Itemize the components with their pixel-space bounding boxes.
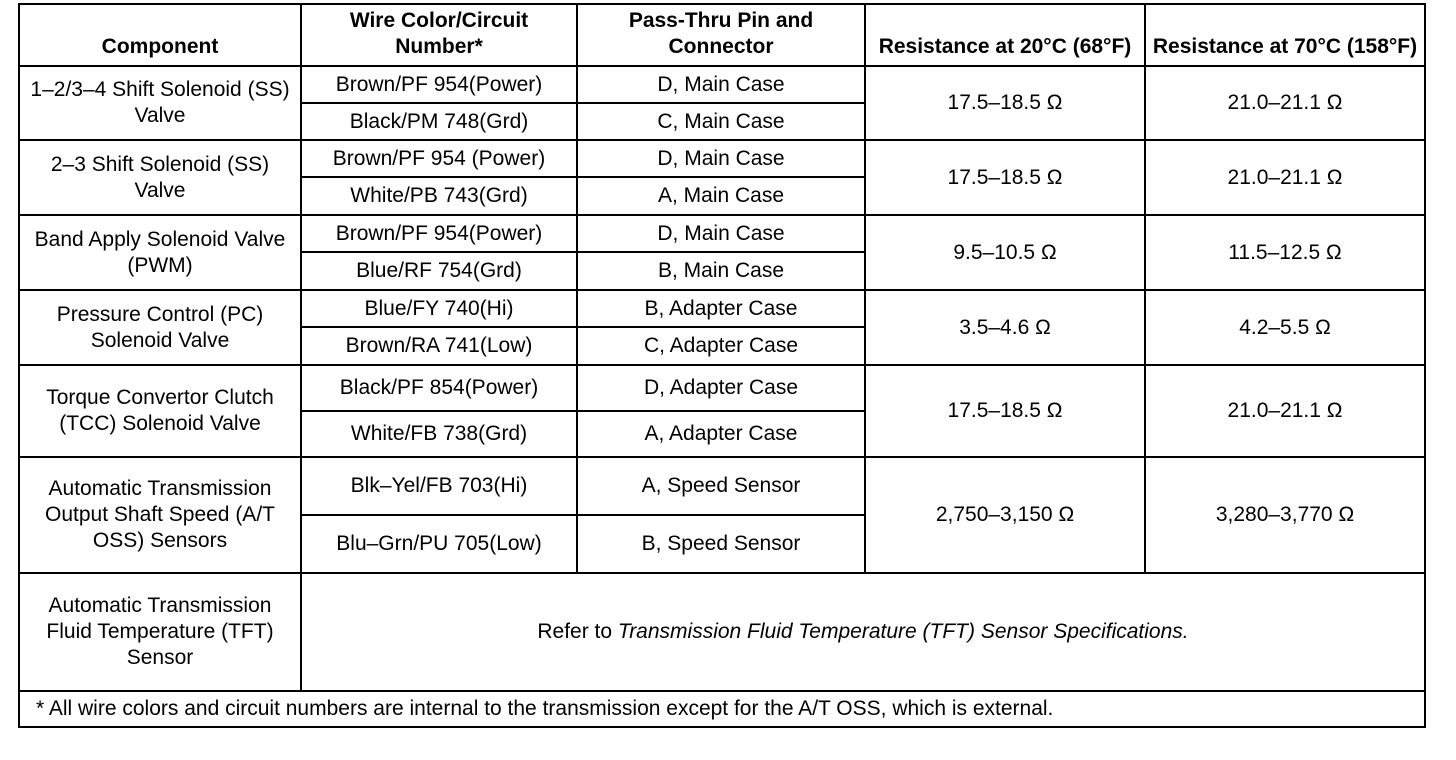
resistance-70c-cell: 11.5–12.5 Ω [1145,215,1425,290]
wire-cell: Brown/PF 954(Power) [301,66,577,103]
header-component: Component [19,4,301,66]
component-cell: Torque Convertor Clutch (TCC) Solenoid Valve [19,365,301,457]
table-row [19,457,1425,515]
wire-cell: Black/PM 748(Grd) [301,103,577,140]
tft-refer-prefix: Refer to [537,620,618,643]
resistance-spec-table [18,3,1426,728]
table-row [19,290,1425,327]
resistance-20c-cell: 17.5–18.5 Ω [865,66,1145,140]
wire-cell: Blu–Grn/PU 705(Low) [301,515,577,573]
wire-cell: White/PB 743(Grd) [301,177,577,215]
resistance-70c-cell: 4.2–5.5 Ω [1145,290,1425,365]
wire-cell: Black/PF 854(Power) [301,365,577,411]
resistance-70c-cell: 3,280–3,770 Ω [1145,457,1425,573]
component-cell: 2–3 Shift Solenoid (SS) Valve [19,140,301,215]
pin-cell: C, Main Case [577,103,865,140]
header-pass-thru-pin: Pass-Thru Pin and Connector [577,4,865,66]
resistance-20c-cell: 17.5–18.5 Ω [865,140,1145,215]
component-cell: Pressure Control (PC) Solenoid Valve [19,290,301,365]
wire-cell: White/FB 738(Grd) [301,411,577,457]
resistance-20c-cell: 9.5–10.5 Ω [865,215,1145,290]
pin-cell: D, Adapter Case [577,365,865,411]
pin-cell: A, Speed Sensor [577,457,865,515]
pin-cell: D, Main Case [577,140,865,177]
wire-cell: Brown/PF 954 (Power) [301,140,577,177]
resistance-20c-cell: 3.5–4.6 Ω [865,290,1145,365]
spec-sheet [18,3,1424,727]
component-cell: Automatic Transmission Fluid Temperature (TFT) Sensor [19,573,301,691]
table-row [19,365,1425,411]
tft-refer-cell [301,573,1425,691]
pin-cell: D, Main Case [577,66,865,103]
component-cell: 1–2/3–4 Shift Solenoid (SS) Valve [19,66,301,140]
pin-cell: C, Adapter Case [577,327,865,365]
table-row-tft [19,573,1425,691]
footnote-text: * All wire colors and circuit numbers are internal to the transmission except for the A/T OSS, which is external. [19,691,1425,727]
header-row [19,4,1425,66]
component-cell: Automatic Transmission Output Shaft Speed (A/T OSS) Sensors [19,457,301,573]
table-row [19,215,1425,252]
header-wire-color: Wire Color/Circuit Number* [301,4,577,66]
header-resistance-20c: Resistance at 20°C (68°F) [865,4,1145,66]
pin-cell: B, Main Case [577,252,865,290]
wire-cell: Blue/RF 754(Grd) [301,252,577,290]
component-cell: Band Apply Solenoid Valve (PWM) [19,215,301,290]
table-row [19,66,1425,103]
wire-cell: Brown/RA 741(Low) [301,327,577,365]
wire-cell: Blue/FY 740(Hi) [301,290,577,327]
resistance-20c-cell: 17.5–18.5 Ω [865,365,1145,457]
pin-cell: A, Main Case [577,177,865,215]
footnote-row [19,691,1425,727]
pin-cell: A, Adapter Case [577,411,865,457]
table-row [19,140,1425,177]
wire-cell: Blk–Yel/FB 703(Hi) [301,457,577,515]
wire-cell: Brown/PF 954(Power) [301,215,577,252]
pin-cell: D, Main Case [577,215,865,252]
header-resistance-70c: Resistance at 70°C (158°F) [1145,4,1425,66]
resistance-70c-cell: 21.0–21.1 Ω [1145,66,1425,140]
resistance-70c-cell: 21.0–21.1 Ω [1145,140,1425,215]
tft-refer-link-text: Transmission Fluid Temperature (TFT) Sensor Specifications. [617,620,1189,643]
pin-cell: B, Adapter Case [577,290,865,327]
resistance-20c-cell: 2,750–3,150 Ω [865,457,1145,573]
pin-cell: B, Speed Sensor [577,515,865,573]
resistance-70c-cell: 21.0–21.1 Ω [1145,365,1425,457]
